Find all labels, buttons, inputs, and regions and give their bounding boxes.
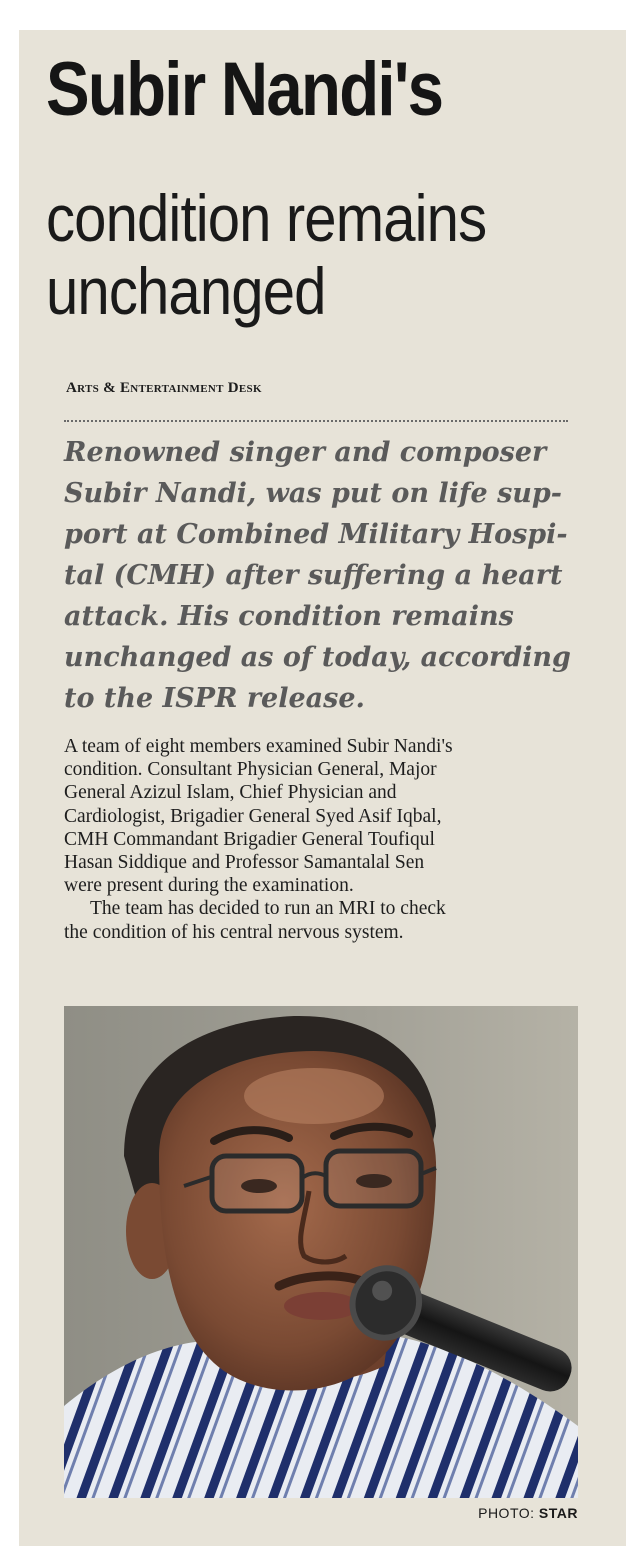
- lead-line: port at Combined Military Hospi-: [64, 519, 568, 550]
- desk-byline: Arts & Entertainment Desk: [66, 380, 262, 396]
- lead-line: tal (CMH) after suffering a heart: [64, 560, 563, 591]
- body-line: were present during the examination.: [64, 875, 354, 897]
- lead-line: unchanged as of today, according: [64, 642, 571, 673]
- lead-line: Renowned singer and composer: [64, 437, 547, 468]
- body-line: A team of eight members examined Subir Nandi's: [64, 736, 453, 757]
- portrait-photo: [64, 1006, 578, 1498]
- body-line: General Azizul Islam, Chief Physician and: [64, 782, 397, 804]
- headline-line-2: condition remains: [46, 181, 487, 255]
- body-paragraph: [64, 735, 584, 944]
- headline-line-1: Subir Nandi's: [46, 47, 443, 132]
- lead-paragraph: [64, 432, 594, 719]
- lead-line: to the ISPR release.: [64, 683, 365, 714]
- lead-line: Subir Nandi, was put on life sup-: [64, 478, 563, 509]
- photo-credit-source: STAR: [538, 1505, 578, 1521]
- body-line: Hasan Siddique and Professor Samantalal Sen: [64, 852, 425, 874]
- body-line: CMH Commandant Brigadier General Toufiqul: [64, 828, 435, 850]
- headline-rest: [46, 182, 521, 328]
- body-line: condition. Consultant Physician General, Major: [64, 759, 437, 781]
- headline-line-3: unchanged: [46, 254, 326, 328]
- photo-credit-prefix: PHOTO:: [478, 1505, 535, 1521]
- dotted-divider: [64, 420, 568, 422]
- body-line: Cardiologist, Brigadier General Syed Asif Iqbal,: [64, 805, 442, 827]
- lead-line: attack. His condition remains: [64, 601, 514, 632]
- photo-credit: [478, 1505, 578, 1521]
- body-line: The team has decided to run an MRI to check: [90, 898, 446, 920]
- portrait-illustration: [64, 1006, 578, 1498]
- body-line: the condition of his central nervous system.: [64, 921, 404, 943]
